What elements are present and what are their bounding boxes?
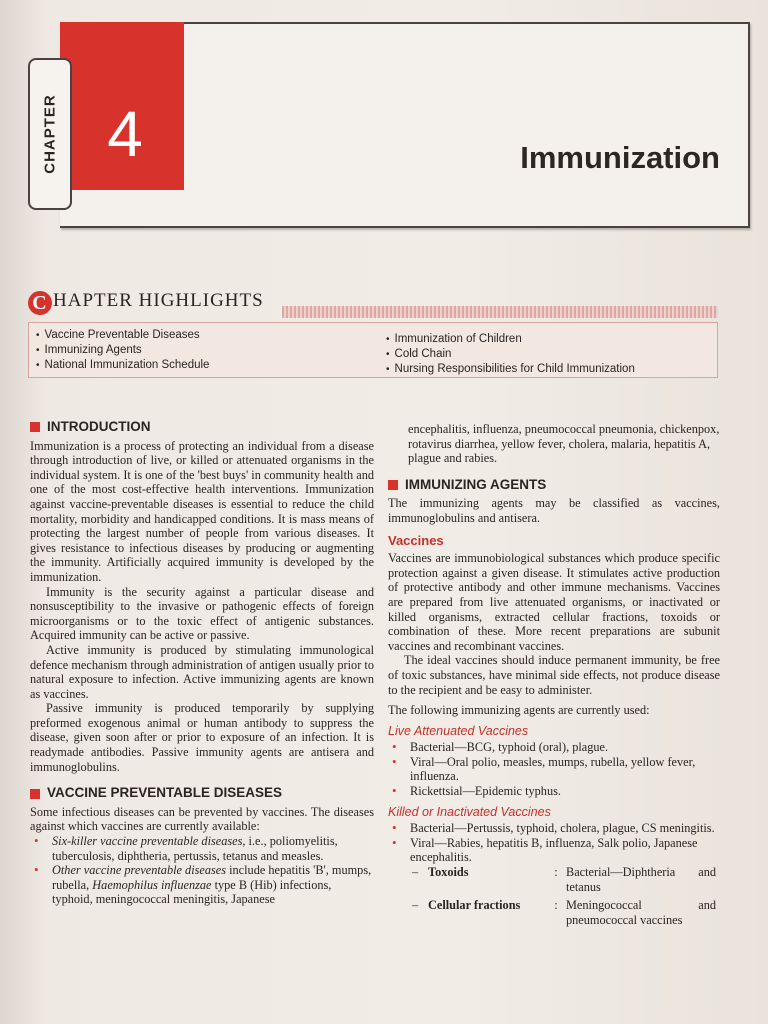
paragraph: The following immunizing agents are currently used: [388,703,650,718]
list-item: • Viral—Oral polio, measles, mumps, rubella, yellow fever, influenza. [388,755,720,784]
section-marker-icon [30,789,40,799]
list-item: • Bacterial—BCG, typhoid (oral), plague. [388,740,720,755]
subheading-live-attenuated: Live Attenuated Vaccines [388,723,529,738]
chapter-label: CHAPTER [41,94,59,174]
highlights-list-left [36,328,209,373]
right-column [388,422,720,931]
killed-vaccine-list [388,821,720,865]
table-row: – Cellular fractions : Meningococcal and pneumococcal vaccines [412,898,716,927]
list-item: • Bacterial—Pertussis, typhoid, cholera, plague, CS meningitis. [388,821,720,836]
highlights-heading [28,290,264,320]
live-vaccine-list [388,740,720,798]
vaccine-definitions-table [412,865,716,931]
section-marker-icon [388,480,398,490]
paragraph: Immunization is a process of protecting an individual from a disease through introduction of live, or killed or attenuated organisms in the individual system. It is one of the 'best buys' in community health and one of the most cost-effective health interventions. Immunization against vaccine-preventable diseases is essential to reduce the child mortality, morbidity and handicapped conditions. It is mass means of protecting the largest number of people from various diseases. It gives resistance to infectious diseases by producing or augmenting the immunity. Artificially acquired immunity is developed by the immunization. [30,438,374,584]
chapter-number: 4 [107,98,143,170]
highlight-item: • Vaccine Preventable Diseases [36,328,209,343]
highlights-heading-text: HAPTER HIGHLIGHTS [53,290,264,311]
highlight-item: • Immunization of Children [386,332,635,347]
highlight-item: • Immunizing Agents [36,343,209,358]
subheading-vaccines: Vaccines [388,532,444,548]
paragraph: Active immunity is produced by stimulating immunological defence mechanism through administration of antigen usually prior to natural exposure to infection. Active immunizing agents are known as vaccines. [30,642,374,701]
section-heading-vaccine-preventable-diseases: VACCINE PREVENTABLE DISEASES [30,786,374,801]
table-row: – Toxoids : Bacterial—Diphtheria and tetanus [412,865,716,894]
section-heading-immunizing-agents: IMMUNIZING AGENTS [388,478,720,493]
list-item: • Viral—Rabies, hepatitis B, influenza, Salk polio, Japanese encephalitis. [388,836,720,865]
highlights-rule [282,306,718,318]
paragraph: Immunity is the security against a particular disease and nonsusceptibility to the invasive or pathogenic effects of foreign microorganisms or to the toxic effect of antigenic substances. Acquired immunity can be active or passive. [30,584,374,643]
section-heading-introduction: INTRODUCTION [30,420,374,435]
section-marker-icon [30,422,40,432]
highlight-item: • Nursing Responsibilities for Child Immunization [386,362,635,377]
paragraph: Passive immunity is produced temporarily by supplying preformed exogenous animal or human antibody to suppress the disease, given soon after or prior to exposure of an infection. It is readymade antibodies. Passive immunity agents are antisera and immunoglobulins. [30,701,374,774]
paragraph: The ideal vaccines should induce permanent immunity, be free of toxic substances, have minimal side effects, not produce disease to the recipient and be easy to administer. [388,653,720,697]
highlight-item: • National Immunization Schedule [36,358,209,373]
chapter-title: Immunization [520,140,720,175]
list-item: • Rickettsial—Epidemic typhus. [388,784,720,799]
subheading-killed-inactivated: Killed or Inactivated Vaccines [388,804,551,819]
paragraph: Vaccines are immunobiological substances which produce specific protection against a given disease. It stimulates active production of protective antibody and other immune mechanisms. Vaccines are prepared from live attenuated organisms, or inactivated or killed organisms, extracted cellular fractions, toxoids or combination of these. More recent preparations are subunit vaccines and recombinant vaccines. [388,551,720,653]
highlights-list-right [386,332,635,377]
list-item: • Other vaccine preventable diseases include hepatitis 'B', mumps, rubella, Haemophilus influenzae type B (Hib) infections, typhoid, meningococcal meningitis, Japanese [30,863,374,907]
list-item: • Six-killer vaccine preventable diseases, i.e., poliomyelitis, tuberculosis, diphtheria, pertussis, tetanus and measles. [30,834,374,863]
paragraph: Some infectious diseases can be prevented by vaccines. The diseases against which vaccines are currently available: [30,804,374,834]
paragraph: The immunizing agents may be classified as vaccines, immunoglobulins and antisera. [388,496,720,525]
left-column [30,420,374,907]
highlight-item: • Cold Chain [386,347,635,362]
paragraph-continued: encephalitis, influenza, pneumococcal pneumonia, chickenpox, rotavirus diarrhea, yellow fever, cholera, malaria, hepatitis A, plague and rabies. [408,422,720,466]
highlights-initial: C [28,291,52,315]
disease-list [30,834,374,907]
chapter-tab [28,58,72,210]
